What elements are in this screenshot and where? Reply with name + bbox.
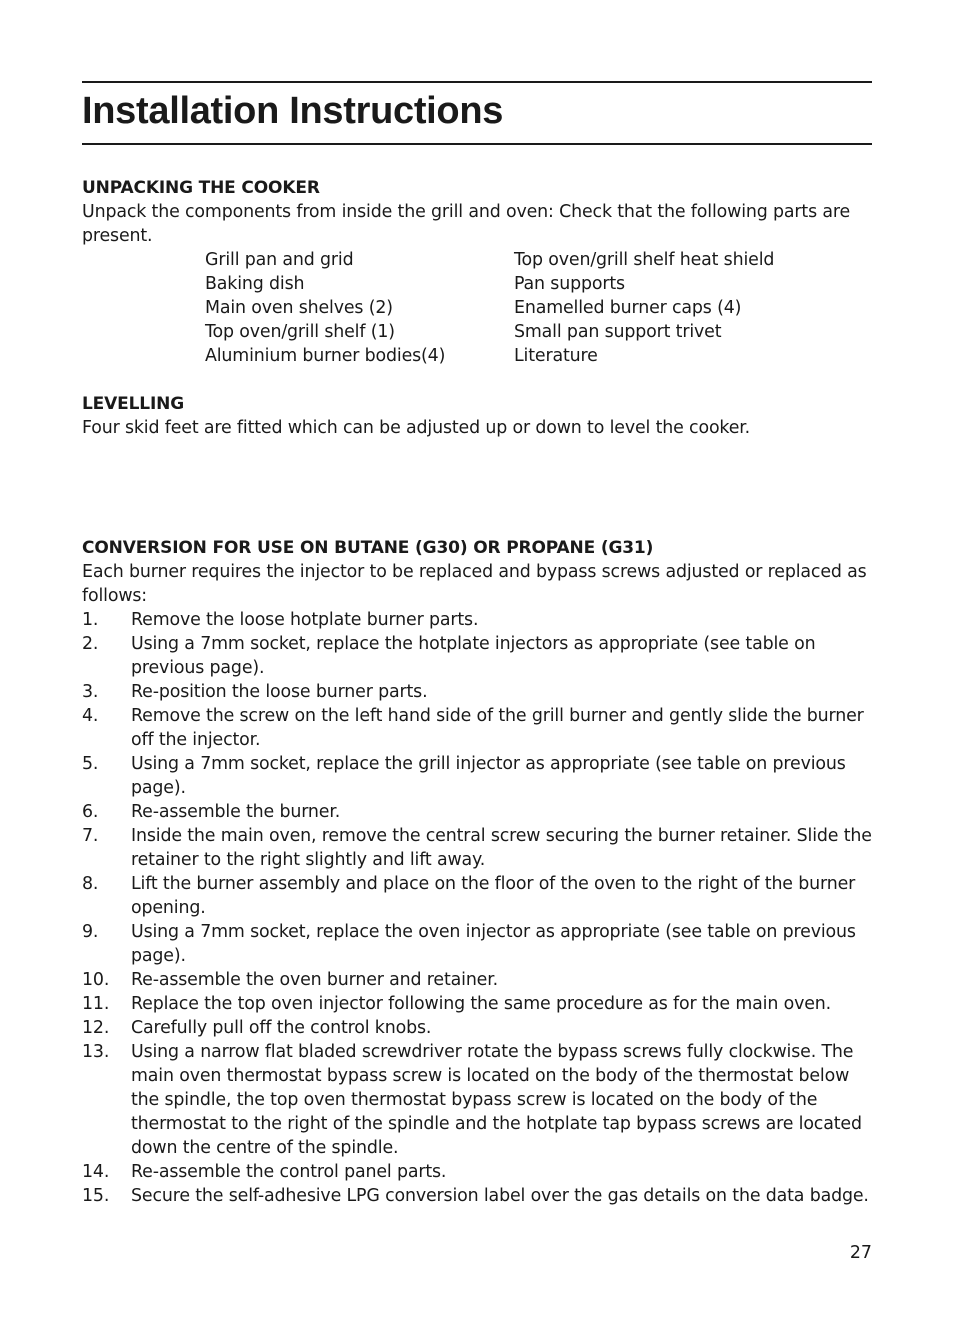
- page-title: Installation Instructions: [82, 90, 504, 132]
- conversion-heading: CONVERSION FOR USE ON BUTANE (G30) OR PROPANE (G31): [82, 538, 654, 558]
- part-item: Literature: [514, 346, 598, 366]
- step-number: 10.: [82, 970, 110, 990]
- step-item: [82, 1184, 872, 1208]
- spacer: [82, 368, 872, 392]
- step-item: [82, 752, 872, 800]
- step-item: [82, 872, 872, 920]
- levelling-text: Four skid feet are fitted which can be adjusted up or down to level the cooker.: [82, 418, 751, 438]
- part-item: Main oven shelves (2): [205, 298, 393, 318]
- step-text: Re-position the loose burner parts.: [131, 682, 428, 702]
- step-item: [82, 824, 872, 872]
- step-number: 14.: [82, 1162, 110, 1182]
- step-text: Remove the screw on the left hand side of the grill burner and gently slide the burner off the injector.: [131, 706, 864, 750]
- step-text: Re-assemble the burner.: [131, 802, 341, 822]
- unpacking-intro: Unpack the components from inside the grill and oven: Check that the following parts are present.: [82, 202, 851, 246]
- step-text: Secure the self-adhesive LPG conversion label over the gas details on the data badge.: [131, 1186, 869, 1206]
- part-item: Top oven/grill shelf heat shield: [514, 250, 775, 270]
- step-item: [82, 920, 872, 968]
- step-number: 13.: [82, 1042, 110, 1062]
- step-item: [82, 1040, 872, 1160]
- step-text: Inside the main oven, remove the central screw securing the burner retainer. Slide the retainer to the right slightly and lift away.: [131, 826, 872, 870]
- step-number: 6.: [82, 802, 99, 822]
- part-item: Enamelled burner caps (4): [514, 298, 742, 318]
- part-item: Small pan support trivet: [514, 322, 722, 342]
- parts-list: [82, 248, 872, 368]
- step-number: 4.: [82, 706, 99, 726]
- step-text: Using a narrow flat bladed screwdriver rotate the bypass screws fully clockwise. The main oven thermostat bypass screw is located on the body of the thermostat below the spindle, the top oven thermostat bypass screw is located on the body of the thermostat to the right of the spindle and the hotplate tap bypass screws are located down the centre of the spindle.: [131, 1042, 862, 1158]
- step-item: [82, 632, 872, 680]
- conversion-intro: Each burner requires the injector to be replaced and bypass screws adjusted or replaced as follows:: [82, 562, 867, 606]
- page-content: [82, 176, 872, 1208]
- step-number: 1.: [82, 610, 99, 630]
- step-text: Carefully pull off the control knobs.: [131, 1018, 432, 1038]
- step-number: 9.: [82, 922, 99, 942]
- step-number: 8.: [82, 874, 99, 894]
- step-item: [82, 1016, 872, 1040]
- part-item: Baking dish: [205, 274, 305, 294]
- step-number: 5.: [82, 754, 99, 774]
- title-rule-bottom: [82, 143, 872, 145]
- step-number: 3.: [82, 682, 99, 702]
- parts-list-right: [514, 248, 872, 368]
- conversion-steps: [82, 608, 872, 1208]
- levelling-heading: LEVELLING: [82, 394, 185, 414]
- part-item: Grill pan and grid: [205, 250, 354, 270]
- part-item: Aluminium burner bodies(4): [205, 346, 446, 366]
- title-rule-top: [82, 81, 872, 83]
- levelling-section: [82, 392, 872, 440]
- step-text: Remove the loose hotplate burner parts.: [131, 610, 479, 630]
- step-item: [82, 704, 872, 752]
- unpacking-heading: UNPACKING THE COOKER: [82, 178, 320, 198]
- step-number: 7.: [82, 826, 99, 846]
- step-number: 11.: [82, 994, 110, 1014]
- step-item: [82, 968, 872, 992]
- step-number: 15.: [82, 1186, 110, 1206]
- step-text: Re-assemble the control panel parts.: [131, 1162, 447, 1182]
- parts-list-left: [205, 248, 514, 368]
- step-item: [82, 608, 872, 632]
- page-number: 27: [849, 1243, 872, 1263]
- step-number: 12.: [82, 1018, 110, 1038]
- step-text: Re-assemble the oven burner and retainer.: [131, 970, 499, 990]
- step-item: [82, 680, 872, 704]
- spacer: [82, 440, 872, 536]
- part-item: Pan supports: [514, 274, 625, 294]
- step-item: [82, 800, 872, 824]
- step-text: Using a 7mm socket, replace the oven injector as appropriate (see table on previous page).: [131, 922, 856, 966]
- step-number: 2.: [82, 634, 99, 654]
- step-item: [82, 1160, 872, 1184]
- step-text: Replace the top oven injector following the same procedure as for the main oven.: [131, 994, 832, 1014]
- step-item: [82, 992, 872, 1016]
- step-text: Using a 7mm socket, replace the hotplate injectors as appropriate (see table on previous page).: [131, 634, 816, 678]
- step-text: Using a 7mm socket, replace the grill injector as appropriate (see table on previous page).: [131, 754, 846, 798]
- part-item: Top oven/grill shelf (1): [205, 322, 395, 342]
- step-text: Lift the burner assembly and place on the floor of the oven to the right of the burner opening.: [131, 874, 856, 918]
- unpacking-section: [82, 176, 872, 368]
- conversion-section: [82, 536, 872, 1208]
